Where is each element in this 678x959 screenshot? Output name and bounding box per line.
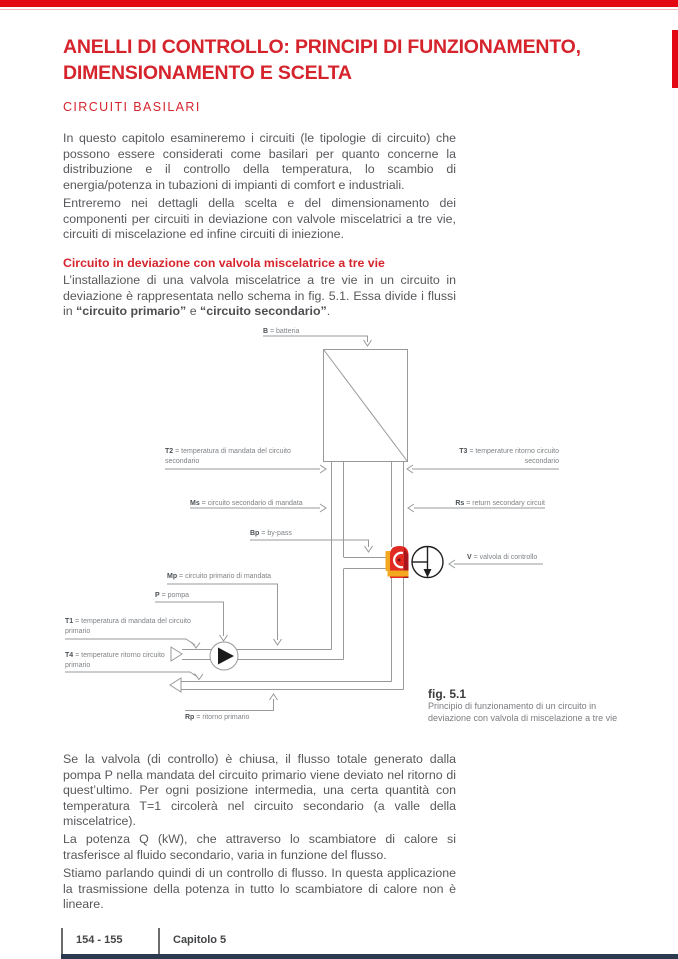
- mixing-valve-icon: [386, 546, 409, 578]
- secondary-return-pipe: [392, 462, 404, 690]
- p3-bold-secondario: “circuito secondario”: [200, 304, 327, 319]
- label-batteria: [263, 327, 299, 337]
- label-t2-symbol: T2: [165, 448, 174, 455]
- label-mp-symbol: Mp: [167, 573, 178, 580]
- label-t2-desc: = temperatura di mandata del circuito secondario: [165, 448, 291, 465]
- label-rp: [185, 713, 249, 723]
- label-t4: [65, 651, 177, 670]
- page-title-line2: DIMENSIONAMENTO E SCELTA: [63, 62, 352, 84]
- paragraph-outro-2: La potenza Q (kW), che attraverso lo scambiatore di calore si trasferisce al fluido secondario, varia in funzione del flusso.: [63, 832, 456, 862]
- sub-heading: Circuito in deviazione con valvola miscelatrice a tre vie: [63, 256, 385, 270]
- label-t1: [65, 617, 215, 636]
- primary-return-pipe: [178, 682, 404, 690]
- label-mp-desc: = circuito primario di mandata: [177, 573, 272, 580]
- p3-text-after: .: [326, 304, 331, 319]
- footer-divider-2: [158, 928, 160, 957]
- label-mp: [167, 572, 271, 582]
- label-ms-symbol: Ms: [190, 500, 200, 507]
- paragraph-intro-2: Entreremo nei dettagli della scelta e del dimensionamento dei componenti per circuiti in deviazione con valvole miscelatrici a tre vie, circuiti di miscelazione ed infine circuiti di iniezione.: [63, 196, 456, 242]
- label-rp-desc: = ritorno primario: [194, 714, 250, 721]
- paragraph-intro-1: In questo capitolo esamineremo i circuiti (le tipologie di circuito) che possono essere considerati come basilari per quanto concerne la distribuzione e il controllo della temperatura, lo scambio di energia/potenza in tubazioni di impianti di comfort e industriali.: [63, 131, 456, 192]
- label-rs-desc: = return secondary circuit: [464, 500, 545, 507]
- section-label: CIRCUITI BASILARI: [63, 100, 201, 114]
- label-bp-desc: = by-pass: [259, 530, 292, 537]
- footer-divider-1: [61, 928, 63, 957]
- label-t3-symbol: T3: [459, 448, 468, 455]
- label-p: [155, 591, 189, 601]
- label-t3: [439, 447, 559, 466]
- label-ms: [190, 499, 303, 509]
- right-edge-red-tab: [672, 30, 678, 88]
- label-t3-desc: = temperature ritorno circuito secondario: [467, 448, 559, 465]
- bottom-navy-bar: [61, 954, 678, 959]
- top-red-thin-line: [0, 9, 678, 10]
- paragraph-section-1: [63, 273, 456, 320]
- pump-icon: [210, 642, 238, 670]
- paragraph-outro-1: Se la valvola (di controllo) è chiusa, il flusso totale generato dalla pompa P nella mandata del circuito primario viene deviato nel ritorno di quest’ultimo. Per ogni posizione intermedia, una certa quantità con temperatura T=1 circolerà nel circuito secondario (a valle della miscelatrice).: [63, 752, 456, 829]
- page-title-line1: ANELLI DI CONTROLLO: PRINCIPI DI FUNZIONAMENTO,: [63, 36, 581, 58]
- battery-box-icon: [324, 350, 408, 462]
- paragraph-outro-3: Stiamo parlando quindi di un controllo di flusso. In questa applicazione la trasmissione della potenza in tutto lo scambiatore di calore non è lineare.: [63, 866, 456, 912]
- label-rs-symbol: Rs: [455, 500, 465, 507]
- label-t4-symbol: T4: [65, 652, 74, 659]
- label-rs: [424, 499, 545, 509]
- actuator-icon: [412, 547, 443, 578]
- label-p-symbol: P: [155, 592, 160, 599]
- label-t1-desc: = temperatura di mandata del circuito primario: [65, 618, 191, 635]
- label-bp-symbol: Bp: [250, 530, 260, 537]
- bypass-pipe: [344, 558, 392, 569]
- footer-chapter: Capitolo 5: [173, 934, 227, 946]
- page-title: [63, 34, 623, 86]
- return-flow-arrow-icon: [170, 678, 181, 692]
- figure-caption: Principio di funzionamento di un circuito in deviazione con valvola di miscelazione a tre vie: [428, 701, 618, 723]
- top-red-bar: [0, 0, 678, 7]
- secondary-supply-pipe: [332, 462, 344, 660]
- label-batteria-desc: = batteria: [268, 328, 300, 335]
- label-v-desc: = valvola di controllo: [471, 554, 538, 561]
- label-batteria-symbol: B: [263, 328, 269, 335]
- label-t1-symbol: T1: [65, 618, 74, 625]
- footer-page-numbers: 154 - 155: [76, 934, 123, 946]
- p3-bold-primario: “circuito primario”: [76, 304, 187, 319]
- label-p-desc: = pompa: [159, 592, 190, 599]
- p3-text-before: L’installazione di una valvola miscelatrice a tre vie in un circuito in deviazione è rappresentata nello schema in fig. 5.1. Essa divide i flussi in: [63, 273, 456, 319]
- p3-text-mid: e: [186, 304, 201, 319]
- label-rp-symbol: Rp: [185, 714, 195, 721]
- label-v: [467, 553, 537, 563]
- label-t2: [165, 447, 313, 466]
- label-bp: [250, 529, 292, 539]
- figure-number: fig. 5.1: [428, 687, 467, 701]
- label-v-symbol: V: [467, 554, 472, 561]
- primary-supply-pipe: [182, 650, 344, 660]
- label-t4-desc: = temperature ritorno circuito primario: [65, 652, 165, 669]
- label-ms-desc: = circuito secondario di mandata: [199, 500, 303, 507]
